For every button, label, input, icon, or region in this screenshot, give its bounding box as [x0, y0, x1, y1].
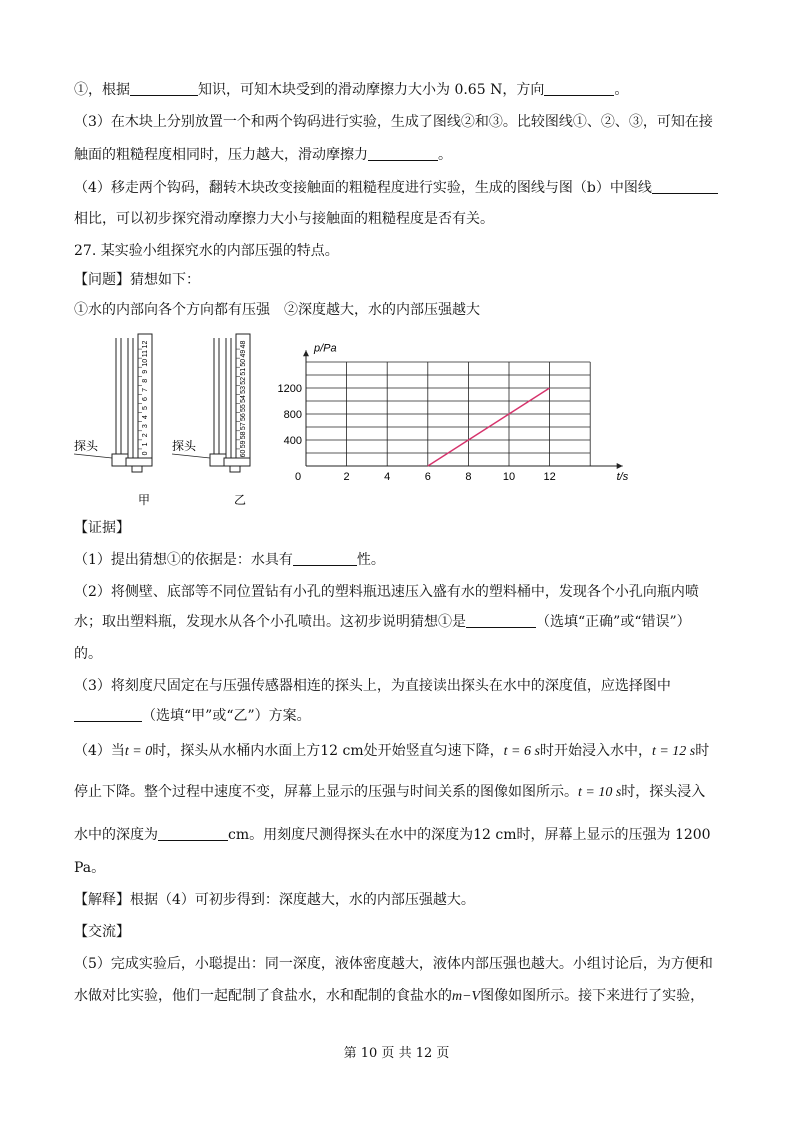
y-tick-label: 400 — [283, 435, 302, 447]
text: 水做对比实验，他们一起配制了食盐水，水和配制的食盐水的 — [74, 988, 452, 1004]
y-axis-arrow — [303, 350, 309, 356]
question-27-title: 27. 某实验小组探究水的内部压强的特点。 — [74, 243, 339, 259]
pressure-time-chart — [278, 343, 629, 483]
probe-label-jia: 探头 — [74, 439, 99, 453]
text: 水中的深度为 — [74, 827, 158, 843]
text: 知识，可知木块受到的滑动摩擦力大小为 0.65 N，方向 — [198, 82, 545, 98]
text-line-15 — [74, 706, 311, 726]
answer-blank[interactable] — [544, 81, 614, 96]
math-mv: m−V — [452, 989, 481, 1004]
text-line-14: （3）将刻度尺固定在与压强传感器相连的探头上，为直接读出探头在水中的深度值，应选择图中 — [74, 678, 671, 694]
text: 水；取出塑料瓶，发现水从各个小孔喷出。这初步说明猜想①是 — [74, 614, 466, 630]
math-t10: t = 10 s — [578, 785, 622, 800]
text: 停止下降。整个过程中速度不变，屏幕上显示的压强与时间关系的图像如图所示。 — [74, 784, 578, 800]
text: 性。 — [356, 552, 385, 568]
text-line-3 — [74, 145, 452, 165]
ruler-tick-label: 59 — [239, 440, 247, 449]
text: 处开始竖直匀速下降， — [363, 743, 504, 759]
text-line-13: 的。 — [74, 646, 102, 662]
text: 时，探头从水桶内水面上方 — [152, 743, 321, 759]
text-line-5: 相比，可以初步探究滑动摩擦力大小与接触面的粗糙程度是否有关。 — [74, 211, 494, 227]
x-tick-label: 0 — [294, 471, 302, 483]
text-line-1 — [74, 80, 628, 100]
math-12cm: 12 cm — [473, 827, 517, 843]
ruler-tick-label: 12 — [141, 340, 149, 349]
ruler-tick-label: 5 — [141, 406, 149, 411]
text: cm。用刻度尺测得探头在水中的深度为 — [228, 827, 474, 843]
text-line-22: （5）完成实验后，小聪提出：同一深度，液体密度越大，液体内部压强也越大。小组讨论后，为方便和 — [74, 956, 713, 972]
text: ①，根据 — [74, 82, 130, 98]
ruler-tick-label: 1 — [141, 442, 149, 447]
ruler-tick-label: 56 — [239, 413, 247, 422]
answer-blank[interactable] — [368, 146, 438, 161]
text-line-19: Pa。 — [74, 860, 106, 876]
text-line-17 — [74, 782, 705, 803]
text: 。 — [614, 82, 629, 98]
x-tick-label: 12 — [543, 471, 556, 483]
y-tick-label: 1200 — [277, 383, 302, 395]
section-explanation: 【解释】根据（4）可初步得到：深度越大，水的内部压强越大。 — [74, 892, 475, 908]
section-exchange: 【交流】 — [74, 924, 130, 940]
answer-blank[interactable] — [652, 179, 718, 194]
caption-jia: 甲 — [138, 493, 151, 507]
ruler-tick-label: 3 — [141, 424, 149, 429]
text-line-18 — [74, 825, 711, 845]
text-line-23 — [74, 986, 704, 1007]
ruler-tick-label: 8 — [141, 378, 149, 383]
text: 图像如图所示。接下来进行了实验， — [480, 988, 705, 1004]
ruler-tick-label: 49 — [239, 349, 247, 358]
x-tick-label: 8 — [465, 471, 472, 483]
x-axis-arrow — [617, 463, 623, 469]
ruler-tick-label: 7 — [141, 387, 149, 392]
ruler-tick-label: 55 — [239, 404, 247, 412]
figure-svg — [66, 330, 629, 510]
probe-label-yi: 探头 — [172, 439, 197, 453]
text: （1）提出猜想①的依据是：水具有 — [74, 552, 293, 568]
y-axis-label: p/Pa — [314, 342, 337, 355]
ruler-tick-label: 50 — [239, 358, 247, 367]
math-t12: t = 12 s — [651, 744, 696, 759]
y-tick-label: 800 — [283, 409, 302, 421]
text-line-11: （2）将侧壁、底部等不同位置钻有小孔的塑料瓶迅速压入盛有水的塑料桶中，发现各个小孔向瓶内喷 — [74, 584, 699, 600]
text: 时 — [695, 743, 710, 759]
math-t6: t = 6 s — [503, 744, 540, 759]
apparatus-jia — [74, 334, 152, 507]
ruler-tick-label: 48 — [239, 340, 247, 349]
caption-yi: 乙 — [234, 493, 247, 507]
x-axis-label: t/s — [616, 471, 629, 483]
ruler-tick-label: 6 — [141, 397, 149, 401]
text: （选填“正确”或“错误”） — [536, 614, 691, 630]
text-line-2: （3）在木块上分别放置一个和两个钩码进行实验，生成了图线②和③。比较图线①、②、③，可知在接 — [74, 114, 713, 130]
text: （选填“甲”或“乙”）方案。 — [142, 708, 311, 724]
section-evidence: 【证据】 — [74, 520, 130, 536]
math-12cm: 12 cm — [320, 743, 364, 759]
ruler-tick-label: 51 — [239, 367, 247, 376]
text: 时，探头浸入 — [621, 784, 706, 800]
hypotheses: ①水的内部向各个方向都有压强 ②深度越大，水的内部压强越大 — [74, 302, 480, 318]
math-t0: t = 0 — [124, 744, 153, 759]
ruler-tick-label: 52 — [239, 376, 247, 385]
ruler-tick-label: 57 — [239, 422, 247, 431]
ruler-tick-label: 9 — [141, 369, 149, 374]
x-tick-label: 6 — [424, 471, 431, 483]
text-line-10 — [74, 550, 385, 570]
x-tick-label: 2 — [343, 471, 350, 483]
x-tick-label: 4 — [384, 471, 391, 483]
ruler-tick-label: 54 — [239, 395, 247, 403]
answer-blank[interactable] — [466, 613, 536, 628]
text: （4）移走两个钩码，翻转木块改变接触面的粗糙程度进行实验，生成的图线与图（b）中图线 — [74, 180, 652, 196]
ruler-tick-label: 0 — [141, 451, 149, 456]
ruler-tick-label: 2 — [141, 433, 149, 438]
apparatus-yi — [172, 334, 250, 507]
section-question: 【问题】猜想如下： — [74, 272, 200, 288]
experiment-figure — [66, 330, 629, 510]
ruler-tick-label: 58 — [239, 431, 247, 440]
answer-blank[interactable] — [74, 707, 142, 722]
ruler-tick-label: 10 — [141, 358, 149, 367]
text: 。 — [438, 147, 452, 163]
x-tick-label: 10 — [502, 471, 516, 483]
answer-blank[interactable] — [130, 81, 198, 96]
answer-blank[interactable] — [158, 826, 228, 841]
ruler-tick-label: 60 — [239, 449, 247, 458]
page-footer: 第 10 页 共 12 页 — [343, 1046, 450, 1061]
ruler-tick-label: 4 — [141, 415, 149, 420]
answer-blank[interactable] — [293, 551, 357, 566]
text: （4）当 — [74, 743, 125, 759]
text-line-12 — [74, 612, 691, 632]
ruler-tick-label: 11 — [141, 349, 149, 358]
text: 触面的粗糙程度相同时，压力越大，滑动摩擦力 — [74, 147, 368, 163]
text: 时开始浸入水中， — [539, 743, 652, 759]
text-line-4 — [74, 178, 718, 198]
ruler-tick-label: 53 — [239, 386, 247, 394]
text-line-16 — [74, 741, 709, 762]
text: 时，屏幕上显示的压强为 1200 — [516, 827, 711, 843]
